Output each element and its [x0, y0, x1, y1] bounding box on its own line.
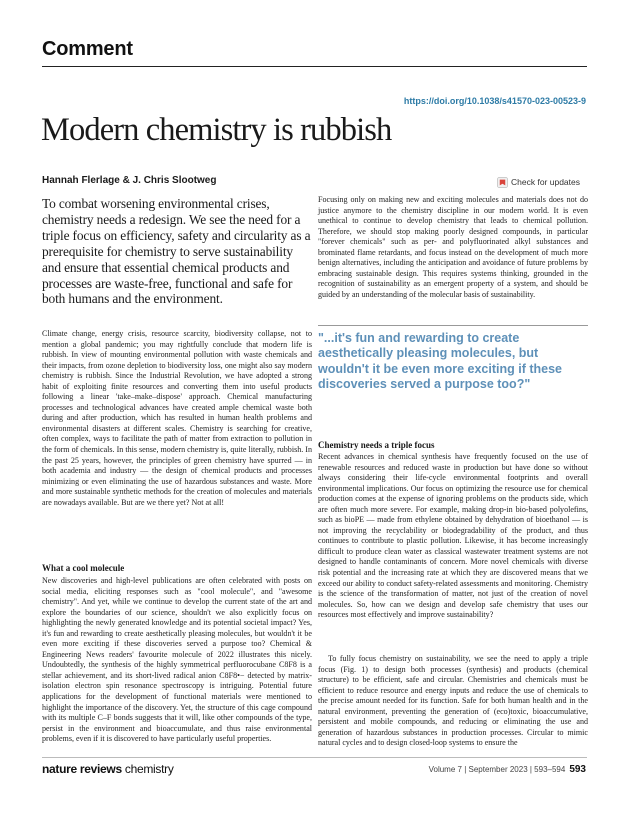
right-paragraph-2: Recent advances in chemical synthesis have frequently focused on the use of renewable resources and reduced waste in production but have done so without always considering their life-cycle environmental footprints and overall environmental implications. Our focus on optimizing the resource use for chemical production comes at the expense of ignoring problems on the products side, which are often much more severe. For example, making drop-in bio-based polyolefins, such as bioPE — made from ethylene obtained by dehydration of bioethanol — is not improving the recyclability or biodegradability of the product, and thus continues to contribute to plastic pollution. Likewise, it has become increasingly difficult to produce clean water as classical wastewater treatment systems are not designed to handle contaminants of concern. More novel chemicals with diverse risk potential and the increasing rate at which they are discovered means that we exceed our ability to conduct safety-related assessments and monitoring. Chemistry is the science of the transformation of matter, not just of the creation of novel molecules. So, how can we design and develop safe chemistry that uses our resources most effectively and improve sustainability? [318, 452, 588, 620]
journal-name [42, 762, 174, 776]
standfirst: To combat worsening environmental crises, chemistry needs a redesign. We see the need for a triple focus on efficiency, safety and circularity as a prerequisite for chemistry to serve sustainability and ensure that essential chemical products and processes are waste-free, functional and safe for both humans and the environment. [42, 196, 311, 307]
check-updates-icon [497, 177, 508, 188]
article-title: Modern chemistry is rubbish [41, 112, 392, 148]
header-rule [42, 66, 587, 67]
section-label: Comment [42, 38, 133, 60]
left-heading: What a cool molecule [42, 563, 125, 573]
left-paragraph-2: New discoveries and high-level publications are often celebrated with posts on social media, eliciting responses such as "cool molecule", and "awesome chemistry". And yet, while we continue to develop the current state of the art and explore the boundaries of our science, shouldn't we also explicitly focus on highlighting the newly generated knowledge and its potential societal impact? Yes, it's fun and rewarding to create aesthetically pleasing molecules, but wouldn't it be even more exciting if these discoveries served a purpose too? Chemical & Engineering News readers' favourite molecule of 2022 illustrates this nicely. Undoubtedly, the synthesis of the highly symmetrical perfluorocubane C8F8 is a stellar achievement, and its short-lived radical anion C8F8•− detected by matrix-isolation electron spin resonance spectroscopy is intriguing. Potential future applications for the development of functional materials were mentioned to highlight the importance of the discovery. Yet, the structure of this cage compound with its multiple C–F bonds suggests that it will, like other compounds of the type, persist in the environment and bioaccumulate, and thus raise environmental problems, even if it is discovered to have particularly useful properties. [42, 576, 312, 744]
check-updates-label: Check for updates [511, 177, 580, 187]
check-for-updates-button[interactable] [497, 175, 589, 189]
page-number: 593 [569, 764, 586, 775]
doi-link[interactable]: https://doi.org/10.1038/s41570-023-00523-9 [403, 96, 586, 106]
authors: Hannah Flerlage & J. Chris Slootweg [42, 175, 217, 186]
journal-name-bold: nature reviews [42, 762, 122, 776]
right-paragraph-1: Focusing only on making new and exciting molecules and materials does not do justice anymore to the chemistry discipline in our modern world. It is even unethical to continue to develop chemistry that leads to chemical pollution. Therefore, we should stop making poorly designed compounds, in particular "forever chemicals" such as per- and polyfluorinated alkyl substances and brominated flame retardants, and focus instead on the development of much more benign alternatives, including the anticipation and avoidance of future problems by embracing sustainable design. This requires systems thinking, grounded in the recognition of sustainability as an emergent property of a system, and should be guided by an understanding of the molecular basis of sustainability. [318, 195, 588, 299]
quote-rule [318, 325, 588, 326]
footer-rule [42, 757, 587, 758]
right-heading: Chemistry needs a triple focus [318, 440, 435, 450]
left-paragraph-1: Climate change, energy crisis, resource scarcity, biodiversity collapse, not to mention a global pandemic; you may rightfully conclude that modern life is rubbish. In view of mounting environmental pollution with waste chemicals and their impacts, from ozone depletion to biodiversity loss, one might also say modern chemistry is rubbish. Since the Industrial Revolution, we have adopted a strong habit of exploiting finite resources and converting them into useful products following a linear 'take–make–dispose' approach. Chemical manufacturing processes and technological advances have created ample chemical waste both during and after production, which has resulted in human health problems and environmental disasters at different scales. Chemistry is searching for creative, often complex, ways to facilitate the path of matter from extraction to pollution in the form of chemicals. In this sense, modern chemistry is, quite literally, rubbish. In the past 25 years, however, the principles of green chemistry have spurred — in both academia and industry — the design of chemical products and processes minimizing or even eliminating the use of hazardous substances and waste. More and more sustainable synthetic methods for the creation of molecules and materials are nowadays available. But are we there yet? Not at all! [42, 329, 312, 507]
pull-quote: "...it's fun and rewarding to create aesthetically pleasing molecules, but wouldn't it be even more exciting if these discoveries served a purpose too?" [318, 331, 562, 391]
journal-name-light: chemistry [124, 762, 174, 776]
footer-issue [429, 764, 586, 775]
right-paragraph-3: To fully focus chemistry on sustainability, we see the need to apply a triple focus (Fig. 1) to design both processes (synthesis) and products (chemical structure) to be efficient, safe and circular. Chemistries and chemicals must be efficient to reduce resource and energy inputs and reduce the use of chemicals to the precise amount needed for its function. Safe for both human health and in the natural environment, preventing the generation of (eco)toxic, bioaccumulative, persistent and mobile compounds, and reducing or eliminating the use and generation of hazardous substances in production processes. Circular to mimic natural cycles and to design closed-loop systems to ensure the [318, 654, 588, 748]
issue-info: Volume 7 | September 2023 | 593–594 [428, 765, 566, 774]
